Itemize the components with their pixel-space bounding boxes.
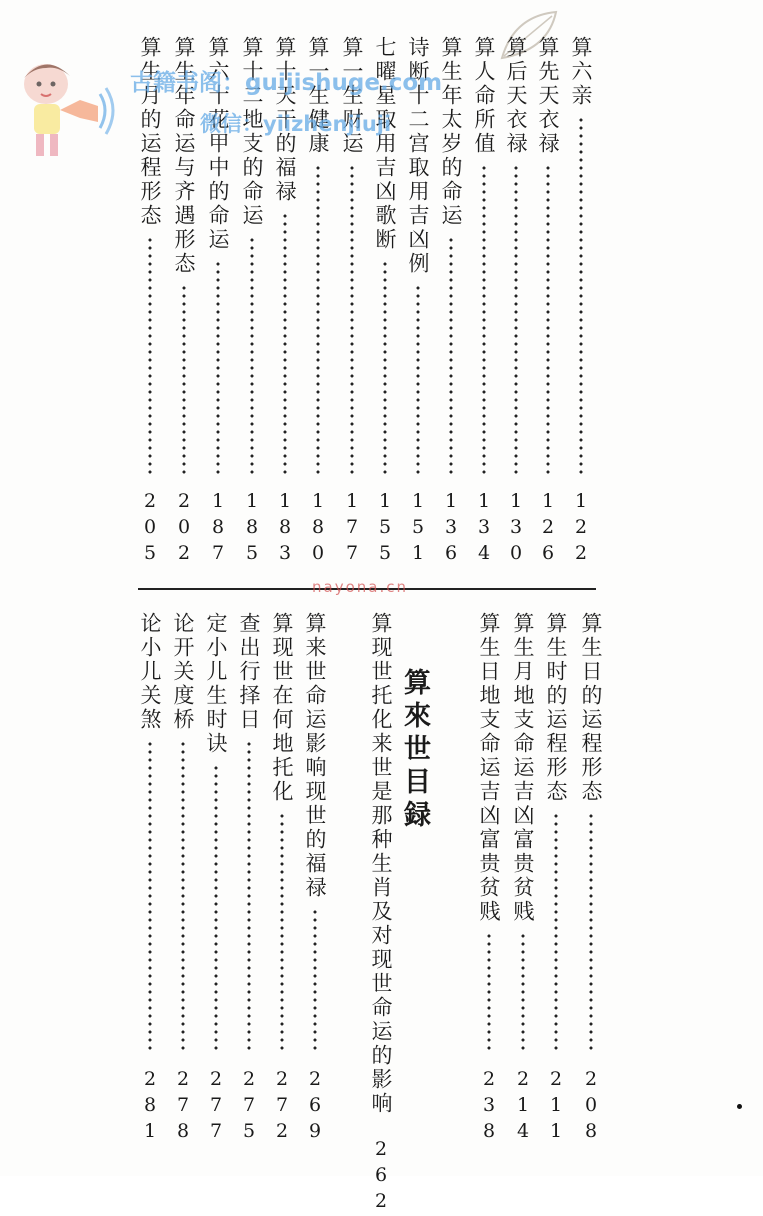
toc-entry-title: 查出行择日 (237, 612, 261, 732)
toc-entry-title: 算生年命运与齐遇形态 (172, 36, 196, 276)
toc-entry-page: 185 (241, 490, 263, 568)
leader-dots (383, 260, 387, 476)
toc-entry-title: 算生年太岁的命运 (439, 36, 463, 228)
toc-entry-page: 136 (440, 490, 462, 568)
toc-entry[interactable] (535, 36, 561, 568)
toc-entry-page: 208 (580, 1068, 602, 1146)
toc-entry-title: 算现世托化来世是那种生肖及对现世命运的影响 (369, 612, 393, 1116)
toc-entry-page: 269 (304, 1068, 326, 1146)
toc-entry-page: 238 (478, 1068, 500, 1146)
toc-entry-page: 277 (205, 1068, 227, 1146)
leader-dots (482, 164, 486, 476)
toc-entry[interactable] (302, 612, 328, 1146)
toc-entry-title: 算生日地支命运吉凶富贵贫贱 (477, 612, 501, 924)
toc-entry[interactable] (438, 36, 464, 568)
toc-entry[interactable] (236, 612, 262, 1146)
toc-entry-title: 诗断十二宫取用吉凶例 (406, 36, 430, 276)
toc-entry[interactable] (568, 36, 594, 568)
toc-entry-title: 算生时的运程形态 (544, 612, 568, 804)
leader-dots (148, 236, 152, 476)
toc-entry[interactable] (203, 612, 229, 1146)
leader-dots (546, 164, 550, 476)
toc-entry[interactable] (578, 612, 604, 1146)
mascot-logo-icon (8, 44, 118, 164)
toc-entry-page: 134 (473, 490, 495, 568)
toc-entry-title: 七曜星取用吉凶歌断 (373, 36, 397, 252)
toc-entry[interactable] (137, 36, 163, 568)
toc-entry[interactable] (471, 36, 497, 568)
toc-entry-page: 262 (370, 1138, 392, 1216)
toc-entry-page: 214 (512, 1068, 534, 1146)
toc-entry-title: 算后天衣禄 (504, 36, 528, 156)
toc-entry-title: 论小儿关煞 (138, 612, 162, 732)
toc-entry[interactable] (543, 612, 569, 1146)
toc-entry[interactable] (269, 612, 295, 1146)
toc-entry-page: 180 (307, 490, 329, 568)
leader-dots (487, 932, 491, 1054)
toc-entry-page: 177 (341, 490, 363, 568)
leader-dots (579, 116, 583, 476)
leader-dots (521, 932, 525, 1054)
leader-dots (280, 812, 284, 1054)
leader-dots (350, 164, 354, 476)
leader-dots (316, 164, 320, 476)
toc-entry-page: 151 (407, 490, 429, 568)
leader-dots (214, 764, 218, 1054)
toc-entry-page: 202 (173, 490, 195, 568)
toc-entry-title: 算一生财运 (340, 36, 364, 156)
watermark-site: 古籍书阁：guijishuge.com (130, 70, 443, 96)
toc-entry-title: 算来世命运影响现世的福禄 (303, 612, 327, 900)
toc-entry-title: 算一生健康 (306, 36, 330, 156)
toc-entry-title: 算生月地支命运吉凶富贵贫贱 (511, 612, 535, 924)
leader-dots (182, 284, 186, 476)
toc-entry-page: 275 (238, 1068, 260, 1146)
toc-entry[interactable] (368, 612, 394, 1216)
toc-entry-title: 算现世在何地托化 (270, 612, 294, 804)
toc-entry-page: 187 (207, 490, 229, 568)
leader-dots (148, 740, 152, 1054)
toc-entry-title: 算生月的运程形态 (138, 36, 162, 228)
toc-entry[interactable] (476, 612, 502, 1146)
toc-entry[interactable] (510, 612, 536, 1146)
toc-entry[interactable] (171, 36, 197, 568)
toc-entry-page: 183 (274, 490, 296, 568)
leader-dots (283, 212, 287, 476)
toc-entry-title: 论开关度桥 (171, 612, 195, 732)
toc-entry-title: 算六亲 (569, 36, 593, 108)
toc-entry-page: 122 (570, 490, 592, 568)
leader-dots (250, 236, 254, 476)
toc-entry-page: 126 (537, 490, 559, 568)
toc-entry-page: 155 (374, 490, 396, 568)
leader-dots (449, 236, 453, 476)
toc-entry-title: 算先天衣禄 (536, 36, 560, 156)
leader-dots (181, 740, 185, 1054)
leader-dots (313, 908, 317, 1054)
toc-entry[interactable] (503, 36, 529, 568)
leader-dots (554, 812, 558, 1054)
toc-entry-page: 130 (505, 490, 527, 568)
watermark-wechat: 微信：yiizhenjiuji (200, 112, 392, 136)
leader-dots (514, 164, 518, 476)
leader-dots (416, 284, 420, 476)
watermark-domain: nayona.cn (312, 578, 408, 596)
toc-entry-page: 205 (139, 490, 161, 568)
section-heading: 算來世目録 (399, 668, 430, 833)
ink-speck (737, 1104, 742, 1109)
toc-entry-title: 定小儿生时诀 (204, 612, 228, 756)
toc-entry-page: 272 (271, 1068, 293, 1146)
toc-entry-title: 算生日的运程形态 (579, 612, 603, 804)
toc-entry[interactable] (170, 612, 196, 1146)
toc-entry-page: 278 (172, 1068, 194, 1146)
toc-entry[interactable] (405, 36, 431, 568)
toc-entry-title: 算六十花甲中的命运 (206, 36, 230, 252)
toc-entry-title: 算人命所值 (472, 36, 496, 156)
toc-entry-title: 算十天干的福禄 (273, 36, 297, 204)
toc-entry-page: 211 (545, 1068, 567, 1146)
toc-entry-title: 算十二地支的命运 (240, 36, 264, 228)
leader-dots (589, 812, 593, 1054)
toc-entry[interactable] (137, 612, 163, 1146)
leader-dots (216, 260, 220, 476)
toc-entry-page: 281 (139, 1068, 161, 1146)
leader-dots (247, 740, 251, 1054)
